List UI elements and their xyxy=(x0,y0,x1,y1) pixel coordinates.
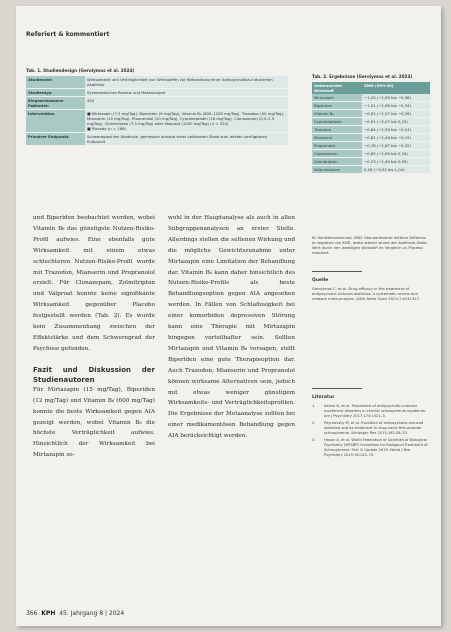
row-label: Studienziel xyxy=(26,76,85,89)
table-row xyxy=(26,89,288,97)
substance-cell: Biperiden xyxy=(312,102,362,110)
body-paragraph: wohl in der Hauptanalyse als auch in allen Subgruppenanalysen an erster Stelle. Allerdings stellen die seltenen Wirkung und die mögliche Gewichtszunahme unter Mirtazapin eine Limitation der Behandlung dar. Vitamin B₆ kann daher hinsichtlich des Nutzen-Risiko-Profils als beste Behandlungsoption gegen AIA angesehen werden. In Fällen von Schlaflosigkeit bei einer komorbiden depressiven Störung kann eine Therapie mit Mirtazapin hingegen vorteilhafter sein. Sollten Mirtazapin und Vitamin B₆ versagen, stellt Biperiden eine gute Therapieoption dar. Auch Trazodon, Mianserin und Propranolol können wirksame Alternativen sein, jedoch mit etwas weniger günstigem Wirksamkeits- und Verträglichkeitsprofilen. Die Ergebnisse der Metaanalyse sollten bei einer medikamentösen Behandlung gegen AIA berücksichtigt werden. xyxy=(168,215,295,440)
body-paragraph: und Biperiden beobachtet werden, wobei Vitamin B₆ das günstigste Nutzen-Risiko-Profil aufwies. Eine ebenfalls gute Wirksamkeit mit einem etwas schlechteren Nutzen-Risiko-Profil wurde mit Trazodon, Mianserin und Propranolol erzielt. Für Clonazepam, Zolmitriptan und Valproat konnte keine signifikante Wirksamkeit gegenüber Placebo festgestellt werden (Tab. 2). Es wurde kein Zusammenhang zwischen der Effektstärke und dem Schweregrad der Psychose gefunden. xyxy=(33,215,155,352)
substance-cell: Propranolol xyxy=(312,142,362,150)
smd-cell: −0,65 (−1,65 bis 0,34) xyxy=(362,150,430,158)
table-row xyxy=(312,118,430,126)
row-value: Schweregrad der Akathisie, gemessen anhand einer validierten Skala zum letzten verfügbaren Endpunkt xyxy=(85,133,288,146)
literature-number: 3. xyxy=(312,438,316,442)
literature-title: Literatur xyxy=(312,395,335,400)
table-row xyxy=(312,134,430,142)
divider xyxy=(312,388,362,389)
article-column-2 xyxy=(168,213,295,442)
substance-cell: Valproinsäure xyxy=(312,166,362,174)
literature-number: 2. xyxy=(312,421,316,425)
substance-cell: Mianserin xyxy=(312,134,362,142)
table-row xyxy=(312,94,430,102)
smd-cell: −0,81 (−1,44 bis −0,19) xyxy=(362,134,430,142)
table-row xyxy=(26,110,288,133)
table-row xyxy=(312,150,430,158)
table-row xyxy=(312,110,430,118)
smd-cell: −0,92 (−1,57 bis −0,26) xyxy=(362,110,430,118)
table-row xyxy=(26,97,288,110)
row-label: Primärer Endpunkt xyxy=(26,133,85,146)
substance-cell: Clonazepam xyxy=(312,150,362,158)
results-header-smd: SMD (95%-KI) xyxy=(362,82,430,94)
literature-list xyxy=(312,404,430,460)
page-footer xyxy=(26,610,124,617)
body-paragraph: Für Mirtazapin (15 mg/Tag), Biperiden (12 mg/Tag) und Vitamin B₆ (600 mg/Tag) konnte die beste Wirksamkeit gegen AIA gezeigt werden, wobei Vitamin B₆ die höchste Verträglichkeit aufwies. Hinsichtlich der Wirksamkeit bei Mirtazapin so- xyxy=(33,386,155,459)
source-text: Gerolymos C, et al. Drug efficacy in the treatment of antipsychotic-induced akathisia: a systematic review and network meta-analysis. JAMA Netw Open 2024;7:e241527. xyxy=(312,287,421,301)
table-row xyxy=(312,166,430,174)
substance-cell: Zolmitriptan xyxy=(312,158,362,166)
table1-caption: Tab. 1. Studiendesign (Gerolymos et al. 2024) xyxy=(26,68,135,73)
smd-cell: −0,23 (−1,40 bis 0,93) xyxy=(362,158,430,166)
journal-name: KPH xyxy=(41,610,56,617)
row-label: Intervention xyxy=(26,110,85,133)
journal-issue: 45. Jahrgang 8 | 2024 xyxy=(59,610,125,617)
row-label: Studientyp xyxy=(26,89,85,97)
literature-text: Hasan A, et al. World Federation of Societies of Biological Psychiatry (WFSBP) Guidelines for Biological Treatment of Schizophrenia. Part 3: Update 2015. World J Biol Psychiatry 2015;16:143–70. xyxy=(324,438,428,457)
substance-cell: Trazodon xyxy=(312,126,362,134)
smd-cell: −1,20 (−1,83 bis −0,58) xyxy=(362,94,430,102)
literature-text: Poyurovsky M, et al. Evolution of antipsychotic-induced akathisia and its treatment in drug-naive first-episode schizophrenia. Schizophr Res 2015;162:28–33. xyxy=(324,421,424,435)
study-design-table xyxy=(26,76,288,145)
row-label: Eingeschlossene Patienten xyxy=(26,97,85,110)
section-heading: Fazit und Diskussion der Studienautoren xyxy=(33,365,155,384)
smd-cell: 0,26 (−0,52 bis 1,04) xyxy=(362,166,430,174)
article-column-1 xyxy=(33,213,155,461)
substance-cell: Mirtazapin xyxy=(312,94,362,102)
smd-cell: −0,91 (−2,07 bis 0,25) xyxy=(362,118,430,126)
row-value: Systematisches Review und Metaanalyse xyxy=(85,89,288,97)
table2-caption: Tab. 2. Ergebnisse (Gerolymos et al. 2024) xyxy=(312,74,413,79)
source-title: Quelle xyxy=(312,278,329,283)
table-row xyxy=(312,158,430,166)
literature-item xyxy=(312,421,430,436)
table-row xyxy=(26,76,288,89)
table-row xyxy=(26,133,288,146)
section-label: Referiert & kommentiert xyxy=(26,31,110,38)
table-row xyxy=(312,126,430,134)
divider xyxy=(312,271,362,272)
row-value: ■ Mirtazapin (7,5 mg/Tag), Biperiden (6 mg/Tag), Vitamin B₆ (600–1200 mg/Tag), Trazodon (50 mg/Tag), Mianserin (15 mg/Tag), Propranolol (20 mg/Tag), Cyproheptadin (16 mg/Tag), Clonazepam (0,5–2,5 mg/Tag), Zolmitriptan (7,5 mg/Tag) oder Valproat (1000 mg/Tag) (n = 324) ■ Placebo (n = 168) xyxy=(85,110,288,133)
page-number: 366 xyxy=(26,610,38,617)
results-header-substance: Untersuchter Wirkstoff xyxy=(312,82,362,94)
smd-cell: −0,84 (−1,54 bis −0,14) xyxy=(362,126,430,134)
table-row xyxy=(312,102,430,110)
literature-number: 1. xyxy=(312,404,316,408)
magazine-page xyxy=(16,6,441,626)
row-value: Wirksamkeit und Verträglichkeit von Wirkstoffen zur Behandlung einer Antipsychotika-induzierten Akathisie xyxy=(85,76,288,89)
literature-item xyxy=(312,438,430,458)
results-table xyxy=(312,82,430,173)
literature-text: Salem H, et al. Prevalence of antipsychotic-induced movement disorders in chronic schizophrenia inpatients. Am J Psychiatry 2017;174:1021–3. xyxy=(324,404,427,418)
results-footnote: KI: Konfidenzintervall; SMD: Standardisierte mittlere Differenz Je negativer die SMD, desto stärker wurde der Akathisie-Skala-Wert durch den jeweiligen Wirkstoff im Vergleich zu Placebo reduziert. xyxy=(312,236,428,255)
literature-item xyxy=(312,404,430,419)
row-value: 492 xyxy=(85,97,288,110)
substance-cell: Vitamin B₆ xyxy=(312,110,362,118)
smd-cell: −1,01 (−1,69 bis −0,34) xyxy=(362,102,430,110)
substance-cell: Cyproheptadin xyxy=(312,118,362,126)
table-row xyxy=(312,142,430,150)
smd-cell: −0,78 (−1,87 bis −0,32) xyxy=(362,142,430,150)
